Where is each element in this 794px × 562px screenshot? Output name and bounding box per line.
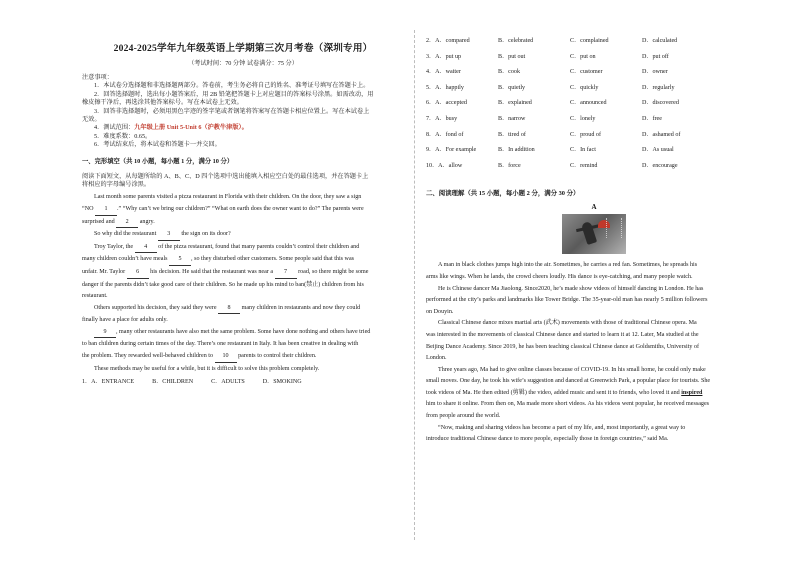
reading-passage — [426, 260, 762, 445]
option: C．lonely — [570, 115, 596, 122]
cloze-line: Others supported his decision, they said they were 8 many children in restaurants and now they could — [82, 303, 404, 315]
option: 8．A．fond of — [426, 131, 464, 138]
blank-7: 7 — [275, 267, 297, 279]
option: B．put out — [498, 53, 526, 60]
q1-option-d: D．SMOKING — [262, 379, 302, 386]
cloze-line: Troy Taylor, the 4 of the pizza restaurant, found that many parents couldn’t control their children and — [82, 242, 404, 254]
option: C．remind — [570, 162, 598, 169]
reading-line: him to share it online. From then on, Ma made more short videos. As his videos went popular, he received messages — [426, 401, 710, 408]
reading-line: A man in black clothes jumps high into the air. Sometimes, he carries a red fan. Sometimes, he spreads his — [438, 262, 698, 269]
reading-line: “Now, making and sharing videos has become a part of my life, and, most importantly, a great way to — [438, 424, 686, 431]
option: D．encourage — [642, 162, 678, 169]
option: C．proud of — [570, 131, 601, 138]
blank-4: 4 — [135, 242, 157, 254]
note-6: 6．考试结束后，将本试卷和答题卡一并交回。 — [94, 141, 221, 149]
notes-heading: 注意事项： — [82, 74, 113, 81]
option: B．narrow — [498, 115, 526, 122]
option: C．quickly — [570, 84, 599, 91]
note-1: 1．本试卷分选择题和非选择题两部分。答卷前，考生务必将自己的姓名、准考证号填写在答题卡上。 — [94, 82, 370, 90]
option: D．discovered — [642, 100, 679, 107]
blank-10: 10 — [215, 351, 237, 363]
option-row-2 — [426, 34, 762, 50]
reading-line: on Douyin. — [426, 308, 454, 315]
reading-line: arms like wings. When he lands, the crowd cheers loudly. His dance is eye-catching, and many people watch. — [426, 273, 693, 280]
option: 3．A．put up — [426, 53, 462, 60]
option: 4．A．waiter — [426, 69, 461, 76]
reading-line: was interested in the movements of classical Chinese dance and started to learn it at 12. Later, Ma studied at the — [426, 331, 699, 338]
note-4-label: 4．测试范围： — [94, 124, 135, 132]
option: C．announced — [570, 100, 607, 107]
option-row-10 — [426, 159, 762, 175]
cloze-line: So why did the restaurant 3 the sign on its door? — [82, 229, 404, 241]
reading-line: Beijing Dance Academy. Since 2019, he has been teaching classical Chinese dance at Goldsmiths, University of — [426, 343, 700, 350]
reading-line: from people around the world. — [426, 413, 501, 420]
option-row-4 — [426, 65, 762, 81]
note-3-cont: 无效。 — [82, 116, 101, 124]
calligraphy-overlay — [606, 218, 622, 238]
options-list — [426, 34, 762, 174]
option: 7．A．busy — [426, 115, 458, 122]
reading-line: performed at the city’s parks and landmarks like Tower Bridge. The 35-year-old man has nearly 5 million followers — [426, 297, 708, 304]
option: B．cook — [498, 69, 521, 76]
reading-line: introduce traditional Chinese dance to more people, especially those in foreign countries,” said Ma. — [426, 436, 669, 443]
cloze-line: finally have a place for adults only. — [82, 317, 168, 324]
cloze-line: These methods may be useful for a while, but it is difficult to solve this problem completely. — [94, 365, 320, 372]
note-3: 3．回答非选择题时，必须用黑色字迹的签字笔或者钢笔将答案写在答题卡相应位置上。写在本试卷上 — [94, 107, 370, 115]
left-column — [82, 38, 404, 385]
cloze-line: 9 , many other restaurants have also met the same problem. Some have done nothing and others have tried — [82, 327, 404, 339]
option: D．As usual — [642, 147, 674, 154]
cloze-line: Last month some parents visited a pizza restaurant in Florida with their children. On the door, they saw a sign — [94, 194, 362, 201]
column-divider — [414, 30, 415, 540]
q1-option-b: B．CHILDREN — [152, 379, 194, 386]
section1-instruction: 阅读下面短文，从每题所给的 A、B、C、D 四个选项中选出能填入相应空白处的最佳选项，并在答题卡上 — [82, 172, 369, 180]
option: D．owner — [642, 69, 668, 76]
section1-heading: 一、完形填空（共 10 小题，每小题 1 分，满分 10 分） — [82, 157, 234, 165]
option: 10．A．allow — [426, 162, 463, 169]
reading-line: He is Chinese dancer Ma Jiaolong. Since2020, he’s made show videos of himself dancing in London. He has — [438, 285, 704, 292]
q1-option-c: C．ADULTS — [211, 379, 245, 386]
blank-1: 1 — [95, 204, 117, 216]
section1-instruction-cont: 将相应的字母编号涂黑。 — [82, 180, 151, 188]
option-row-7 — [426, 112, 762, 128]
cloze-passage — [82, 192, 404, 374]
option: B．quietly — [498, 84, 526, 91]
right-column — [426, 38, 762, 446]
reading-line: small moves. One day, he took his wife’s suggestion and danced at Greenwich Park, a popular place for tourists. She — [426, 378, 711, 385]
option: 5．A．happily — [426, 84, 464, 91]
note-4 — [82, 124, 404, 132]
option: B．force — [498, 162, 521, 169]
q1-option-a: 1．A．ENTRANCE — [82, 379, 135, 386]
option: C．put on — [570, 53, 596, 60]
reading-line: Classical Chinese dance mixes martial arts (武术) movements with those of traditional Chinese opera. Ma — [438, 320, 697, 327]
note-2: 2．回答选择题时，选出每小题答案后，用 2B 铅笔把答题卡上对应题目的答案标号涂黑。如需改动，用 — [94, 90, 374, 98]
option: 6．A．accepted — [426, 100, 467, 107]
blank-5: 5 — [169, 254, 191, 266]
q1-options — [82, 376, 404, 385]
cloze-line: “NO 1 .” “Why can’t we bring our children?” “What on earth does the owner want to do?” The parents were — [82, 204, 404, 216]
option: B．celebrated — [498, 38, 534, 44]
blank-6: 6 — [127, 267, 149, 279]
option: C．complained — [570, 38, 609, 44]
dancer-photo — [562, 214, 626, 254]
option: 9．A．For example — [426, 147, 477, 154]
cloze-line: surprised and 2 angry. — [82, 217, 404, 229]
note-2-cont: 橡皮擦干净后，再选涂其他答案标号。写在本试卷上无效。 — [82, 99, 243, 107]
reading-line: Three years ago, Ma had to give online classes because of COVID-19. In his small home, he could only make — [438, 366, 706, 373]
passage-letter: A — [591, 203, 597, 212]
option: B．explained — [498, 100, 532, 107]
cloze-line: danger if the parents didn’t take good care of their children. So he made up his mind to ban(禁止) children from his — [82, 281, 364, 288]
section2-heading: 二、阅读理解（共 15 小题，每小题 2 分，满分 30 分） — [426, 190, 580, 198]
cloze-line: the problem. They rewarded well-behaved children to 10 parents to control their children. — [82, 351, 404, 363]
option: D．ashamed of — [642, 131, 681, 138]
blank-9: 9 — [94, 327, 116, 339]
option: 2．A．compared — [426, 38, 470, 44]
note-5: 5．难度系数：0.65。 — [94, 132, 152, 140]
option: D．put off — [642, 53, 669, 60]
option: D．calculated — [642, 38, 678, 44]
blank-8: 8 — [218, 303, 240, 315]
exam-subtitle: （考试时间：70 分钟 试卷满分：75 分） — [188, 60, 298, 67]
option-row-6 — [426, 96, 762, 112]
reading-line: London. — [426, 355, 447, 362]
option: D．regularly — [642, 84, 675, 91]
inspired-word: inspired — [681, 389, 703, 396]
option: B．tired of — [498, 131, 526, 138]
option: C．In fact — [570, 147, 596, 154]
option: C．customer — [570, 69, 603, 76]
cloze-line: many children couldn’t have meals 5 , so they disturbed other customers. Some people said that this was — [82, 254, 404, 266]
option-row-8 — [426, 128, 762, 144]
option-row-3 — [426, 50, 762, 66]
blank-2: 2 — [116, 217, 138, 229]
option-row-9 — [426, 143, 762, 159]
option: B．In addition — [498, 147, 535, 154]
blank-3: 3 — [158, 229, 180, 241]
cloze-line: restaurant. — [82, 293, 108, 300]
exam-title: 2024-2025学年九年级英语上学期第三次月考卷（深圳专用） — [113, 43, 373, 54]
scope-red: 九年级上册 Unit 5-Unit 6（沪教牛津版）。 — [134, 124, 248, 132]
cloze-line: to ban children during certain times of the day. There’s one restaurant in Italy. It has been creative in dealing with — [82, 341, 359, 348]
cloze-line: unfair. Mr. Taylor 6 his decision. He said that the restaurant was near a 7 road, so there might be some — [82, 267, 404, 279]
option: D．free — [642, 115, 662, 122]
option-row-5 — [426, 81, 762, 97]
reading-line: took videos of Ma. He then edited (剪辑) the video, added music and sent it to friends, who loved it and inspired — [426, 389, 703, 396]
